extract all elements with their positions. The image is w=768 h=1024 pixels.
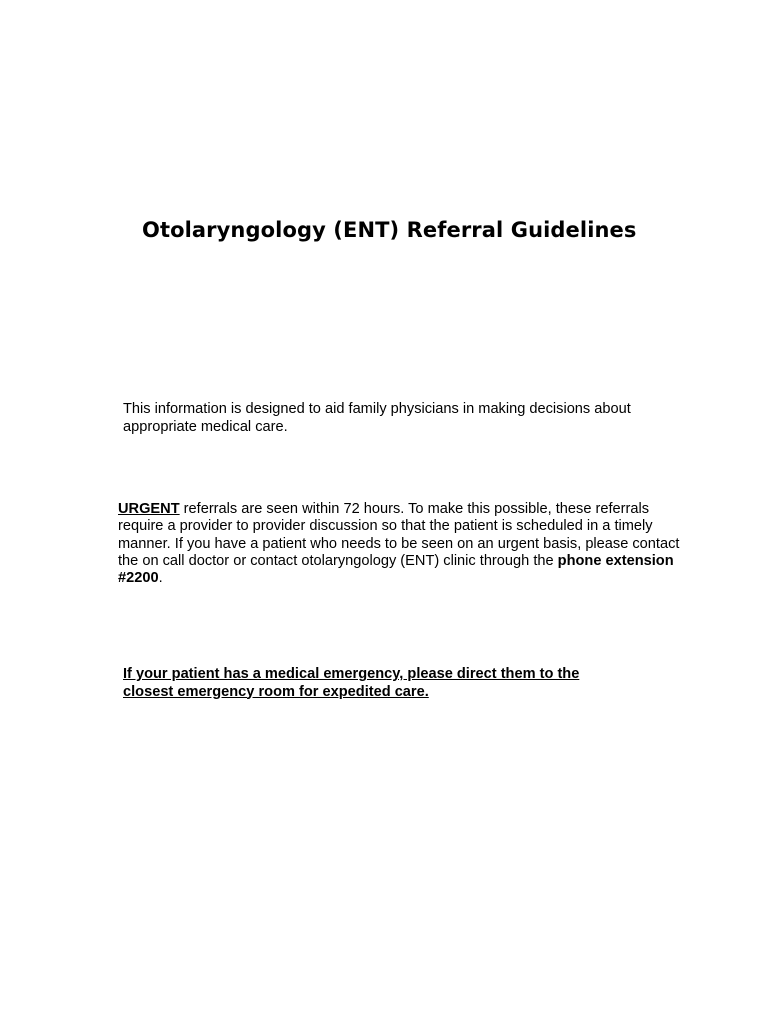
emergency-line-2: closest emergency room for expedited care. <box>123 683 429 700</box>
emergency-line-1: If your patient has a medical emergency, please direct them to the <box>123 666 580 682</box>
urgent-text: referrals are seen within 72 hours. To make this possible, these referrals require a provider to provider discussion so that the patient is scheduled in a timely manner. If you have a patient who needs to be seen on an urgent basis, please contact the on call doctor or contact otolaryngology (ENT) clinic through the <box>118 501 680 569</box>
intro-paragraph <box>123 401 683 436</box>
phone-extension: phone extension #2200 <box>118 552 674 587</box>
document-title: Otolaryngology (ENT) Referral Guidelines <box>142 218 637 242</box>
urgent-text-end: . <box>158 570 163 587</box>
intro-line-1: This information is designed to aid family physicians in making decisions about <box>123 401 631 417</box>
intro-line-2: appropriate medical care. <box>123 418 288 435</box>
emergency-notice <box>123 666 643 701</box>
urgent-keyword: URGENT <box>118 501 180 517</box>
urgent-referral-paragraph <box>118 501 688 587</box>
